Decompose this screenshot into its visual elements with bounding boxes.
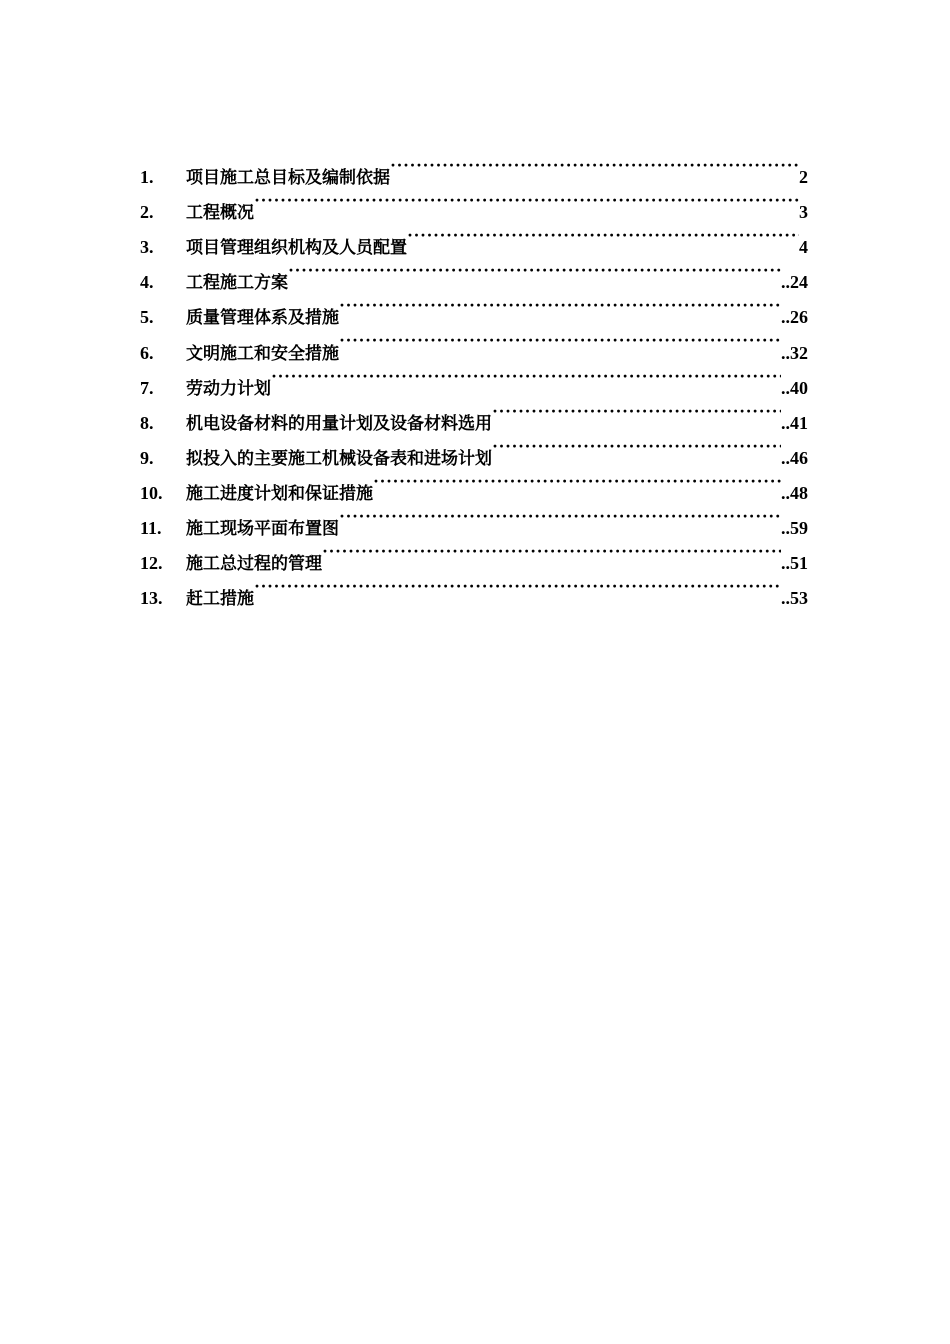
toc-entry-number: 11.: [140, 518, 162, 539]
toc-entry-page: 4: [799, 237, 808, 258]
toc-entry-page: ..40: [781, 377, 808, 398]
toc-entry-number: 2.: [140, 202, 154, 223]
toc-entry-number: 3.: [140, 237, 154, 258]
toc-dot-leader: [339, 499, 781, 534]
toc-dot-leader: [339, 288, 781, 323]
toc-entry-number: 4.: [140, 272, 154, 293]
toc-entry-title: 工程施工方案: [186, 273, 288, 294]
toc-entry-number: 12.: [140, 553, 163, 574]
toc-dot-leader: [271, 359, 781, 394]
toc-dot-leader: [390, 148, 799, 183]
toc-entry-title: 质量管理体系及措施: [186, 308, 339, 329]
toc-entry-title: 项目管理组织机构及人员配置: [186, 238, 407, 259]
toc-entry-page: 3: [799, 202, 808, 223]
toc-entry-page: ..59: [781, 518, 808, 539]
toc-entry-page: ..48: [781, 482, 808, 503]
toc-entry-title: 项目施工总目标及编制依据: [186, 168, 390, 189]
toc-entry-page: ..32: [781, 342, 808, 363]
toc-dot-leader: [288, 253, 781, 288]
toc-dot-leader: [492, 429, 781, 464]
toc-entry-title: 劳动力计划: [186, 378, 271, 399]
toc-entry-title: 赶工措施: [186, 589, 254, 610]
toc-entry-title: 机电设备材料的用量计划及设备材料选用: [186, 413, 492, 434]
toc-dot-leader: [322, 534, 781, 569]
toc-entry-page: ..53: [781, 588, 808, 609]
toc-entry-page: ..51: [781, 553, 808, 574]
toc-entry-number: 9.: [140, 447, 154, 468]
toc-entry[interactable]: [140, 148, 808, 189]
toc-entry-page: ..46: [781, 447, 808, 468]
toc-dot-leader: [492, 394, 781, 429]
toc-dot-leader: [407, 218, 799, 253]
toc-entry-title: 拟投入的主要施工机械设备表和进场计划: [186, 448, 492, 469]
toc-entry-title: 施工总过程的管理: [186, 554, 322, 575]
toc-entry-title: 施工现场平面布置图: [186, 519, 339, 540]
toc-entry-page: 2: [799, 167, 808, 188]
toc-dot-leader: [254, 183, 799, 218]
toc-entry-title: 施工进度计划和保证措施: [186, 483, 373, 504]
toc-entry-number: 5.: [140, 307, 154, 328]
toc-dot-leader: [373, 464, 781, 499]
toc-entry-number: 7.: [140, 377, 154, 398]
toc-entry-title: 工程概况: [186, 203, 254, 224]
toc-dot-leader: [339, 323, 781, 358]
toc-entry-number: 1.: [140, 167, 154, 188]
toc-dot-leader: [254, 569, 781, 604]
table-of-contents: [140, 148, 808, 610]
toc-entry-number: 8.: [140, 412, 154, 433]
toc-entry-page: ..41: [781, 412, 808, 433]
toc-entry-number: 6.: [140, 342, 154, 363]
toc-entry-number: 13.: [140, 588, 163, 609]
toc-entry-page: ..24: [781, 272, 808, 293]
toc-entry-number: 10.: [140, 482, 163, 503]
toc-entry-title: 文明施工和安全措施: [186, 343, 339, 364]
toc-entry-page: ..26: [781, 307, 808, 328]
